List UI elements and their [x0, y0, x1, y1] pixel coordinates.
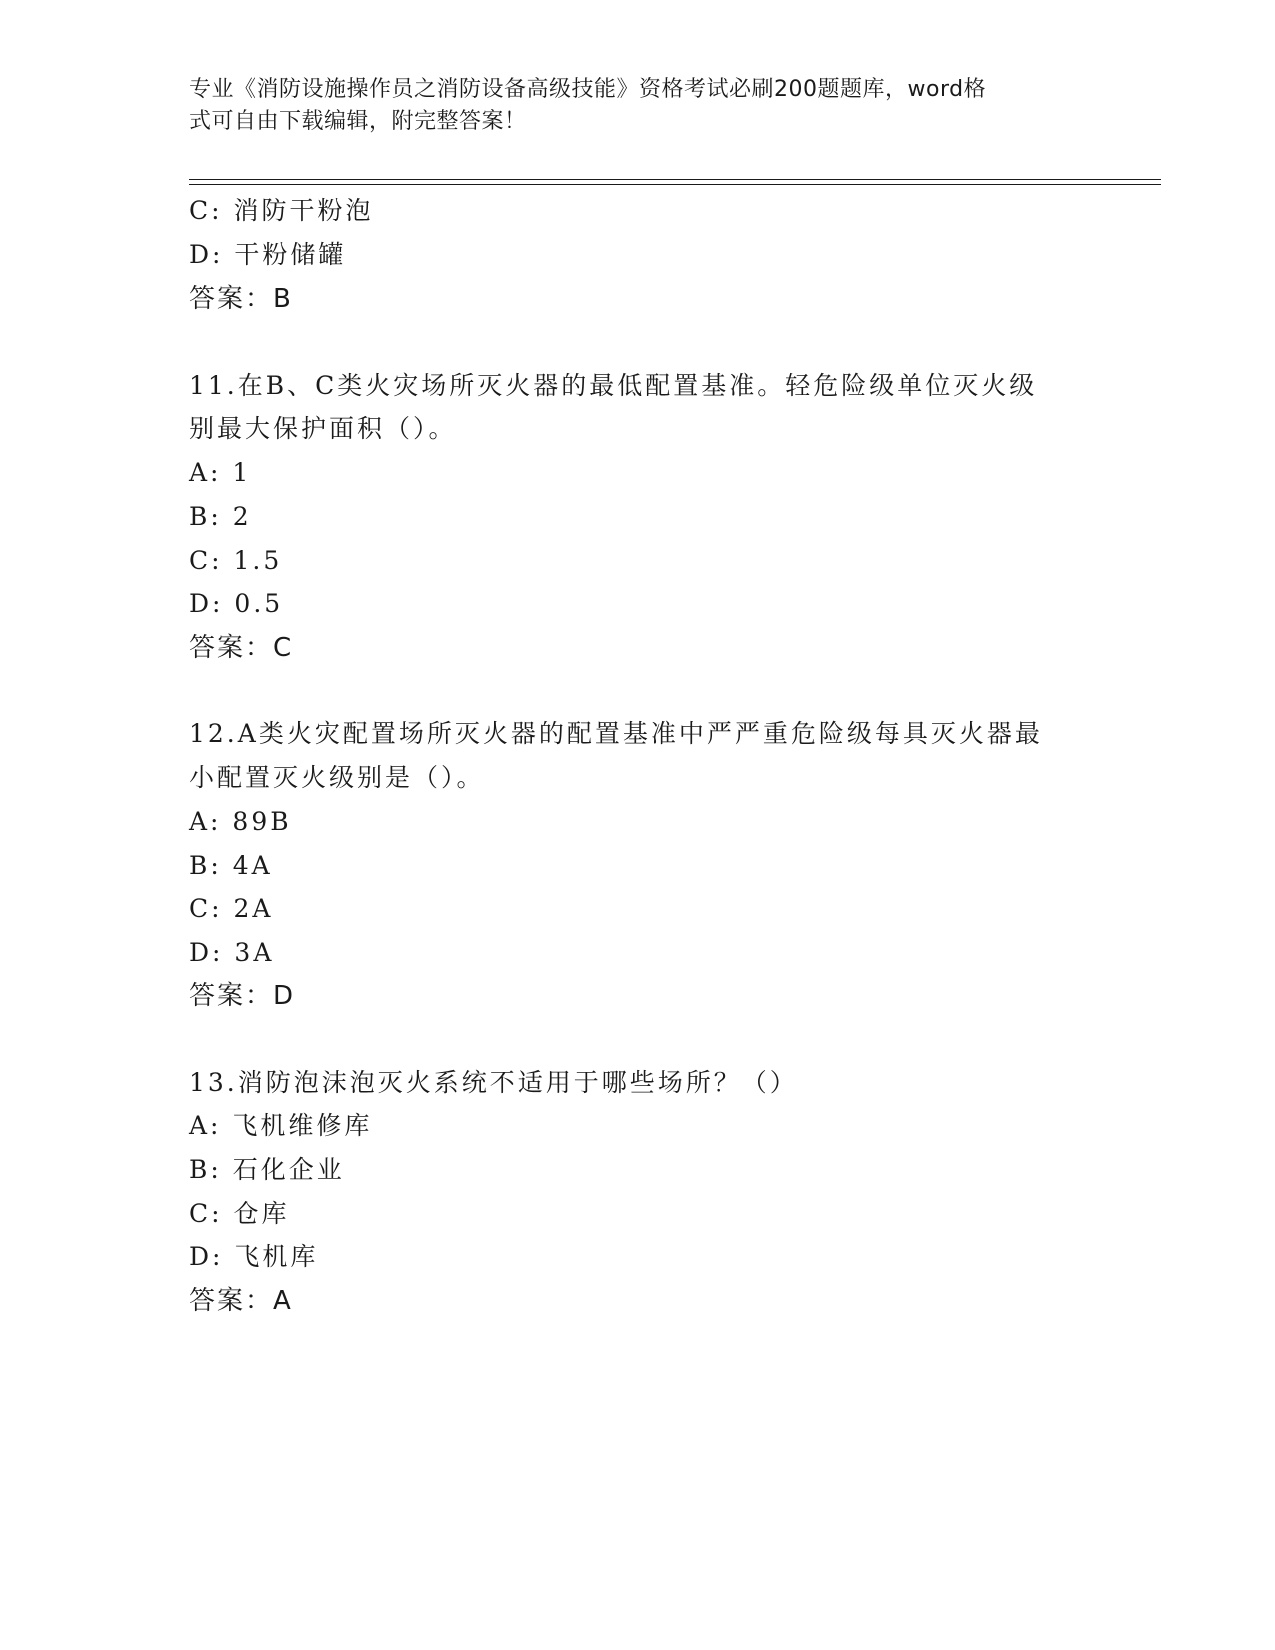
q12-stem-line-1: 12.A类火灾配置场所灭火器的配置基准中严严重危险级每具灭火器最 [189, 719, 1043, 748]
q12-option-d: D: 3A [189, 938, 275, 967]
q13-stem-line-1: 13.消防泡沫泡灭火系统不适用于哪些场所？（） [189, 1068, 798, 1097]
q13-option-c: C: 仓库 [189, 1199, 290, 1228]
q11-option-a: A: 1 [189, 458, 252, 487]
q11-option-b: B: 2 [189, 502, 252, 531]
q12-answer: 答案：D [189, 981, 296, 1011]
q11-stem-line-2: 别最大保护面积（）。 [189, 414, 457, 443]
header-line-2: 式可自由下载编辑，附完整答案！ [189, 109, 527, 134]
q13-option-d: D: 飞机库 [189, 1242, 319, 1271]
q13-option-b: B: 石化企业 [189, 1155, 345, 1184]
header-divider-top [189, 179, 1161, 180]
q13-answer: 答案：A [189, 1286, 293, 1316]
document-header [189, 74, 1069, 138]
q10-answer: 答案：B [189, 284, 293, 314]
header-divider-bottom [189, 184, 1161, 185]
q12-stem-line-2: 小配置灭火级别是（）。 [189, 763, 485, 792]
q11-option-d: D: 0.5 [189, 589, 284, 618]
q11-stem-line-1: 11.在B、C类火灾场所灭火器的最低配置基准。轻危险级单位灭火级 [189, 371, 1038, 400]
q10-option-d: D: 干粉储罐 [189, 240, 347, 269]
q12-option-a: A: 89B [189, 807, 292, 836]
q11-option-c: C: 1.5 [189, 546, 283, 575]
q13-option-a: A: 飞机维修库 [189, 1111, 373, 1140]
q10-option-c: C: 消防干粉泡 [189, 196, 374, 225]
q12-option-b: B: 4A [189, 851, 273, 880]
q11-answer: 答案：C [189, 633, 294, 663]
header-line-1: 专业《消防设施操作员之消防设备高级技能》资格考试必刷200题题库，word格 [189, 77, 987, 102]
q12-option-c: C: 2A [189, 894, 274, 923]
